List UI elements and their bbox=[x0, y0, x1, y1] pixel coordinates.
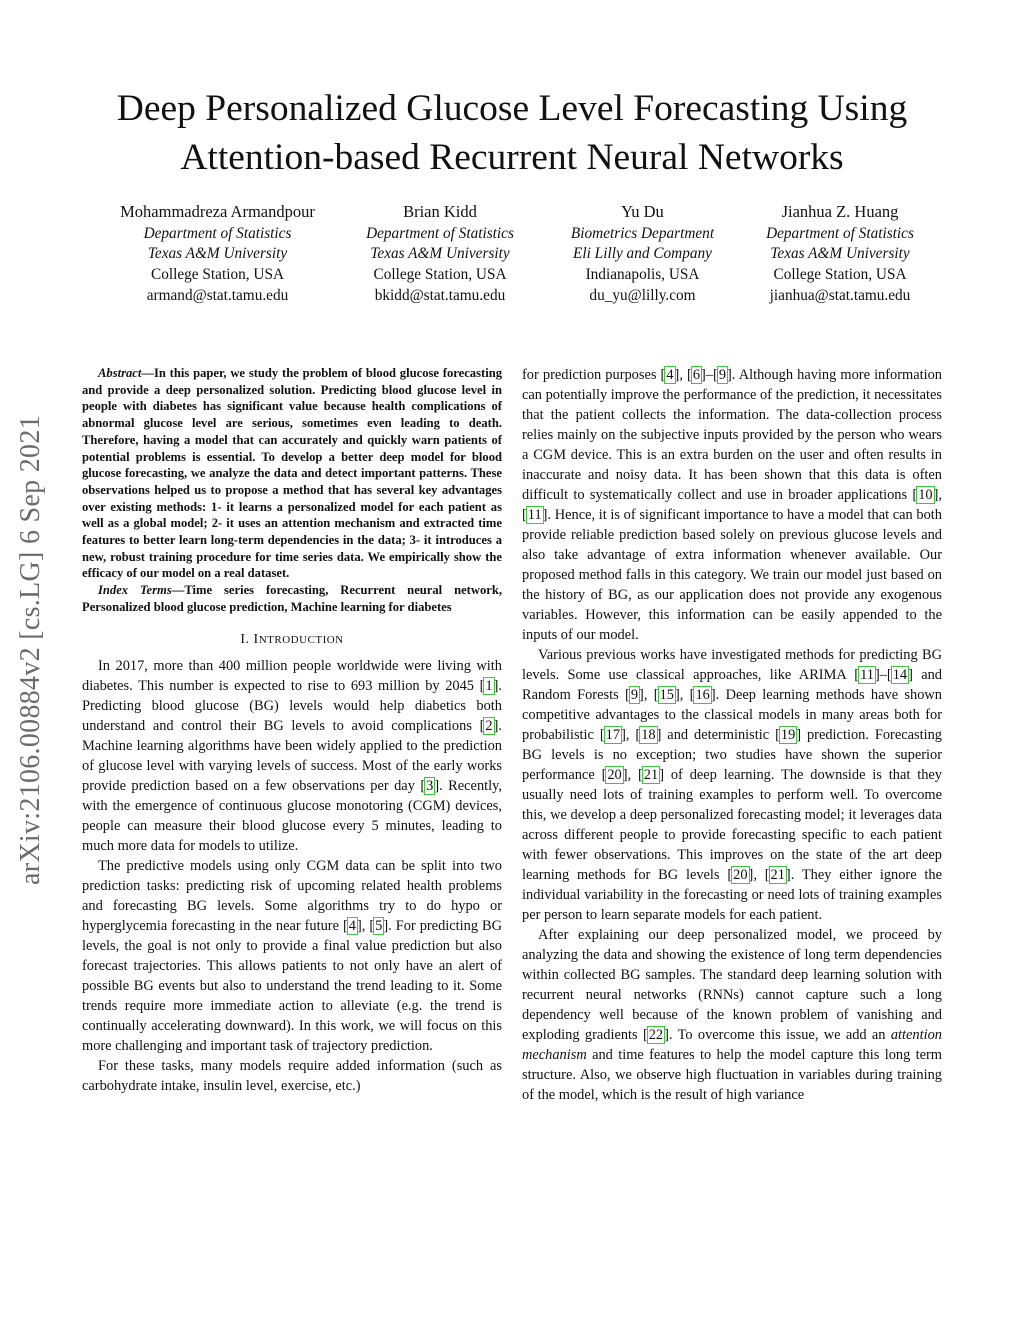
intro-paragraph-1: In 2017, more than 400 million people worldwide were living with diabetes. This number is expected to rise to 693 million by 2045 [1]. Predicting blood glucose (BG) levels would help diabetics both understand and control their BG levels to avoid complications [2]. Machine learning algorithms have been widely applied to the prediction of glucose level with varying levels of success. Most of the early works provide prediction based on a few observations per day [3]. Recently, with the emergence of continuous glucose monotoring (CGM) devices, people can measure their blood glucose every 5 minutes, leading to much more data for models to utilize. bbox=[82, 657, 502, 854]
author-location: College Station, USA bbox=[373, 266, 507, 284]
citation-link[interactable]: 18 bbox=[641, 727, 656, 743]
author-dept: Biometrics Department bbox=[570, 224, 715, 242]
arxiv-identifier bbox=[14, 370, 48, 930]
citation-link[interactable]: 11 bbox=[527, 507, 542, 523]
paper-title bbox=[40, 84, 984, 182]
author-org: Texas A&M University bbox=[770, 245, 910, 263]
citation-link[interactable]: 5 bbox=[375, 917, 383, 934]
intro-paragraph-5: After explaining our deep personalized model, we proceed by analyzing the data and showing the existence of long term dependencies within collected BG samples. The standard deep learning solution with recurrent neural networks (RNNs) cannot capture such a long dependency well because of the known problem of vanishing and exploding gradients [22]. To overcome this issue, we add an attention mechanism and time features to help the model capture this long term structure. Also, we observe high fluctuation in variables during training of the model, which is the result of high variance bbox=[522, 927, 942, 1103]
author-org: Eli Lilly and Company bbox=[573, 245, 712, 263]
author-dept: Department of Statistics bbox=[366, 224, 514, 242]
intro-paragraph-2: The predictive models using only CGM data can be split into two prediction tasks: predicting risk of upcoming related health problems and forecasting BG levels. Some algorithms try to do hypo or hyperglycemia forecasting in the near future [4], [5]. For predicting BG levels, the goal is not only to provide a final value prediction but also forecast trajectories. This allows patients to not only have an alert of possible BG events but also to understand the trend leading to it. Some trends require more immediate action to alleviate (e.g. the trend is continually accelerating downward). In this work, we will focus on this more challenging and important task of trajectory prediction. bbox=[82, 857, 503, 1054]
intro-paragraph-3-cont: for prediction purposes [4], [6]–[9]. Although having more information can potentially improve the performance of the prediction, it necessitates that the patient collects the information. The data-collection process relies mainly on the subjective inputs provided by the person who wears a CGM device. This is an extra burden on the user and often results in inaccurate and noisy data. It has been shown that this data is often difficult to systematically collect and use in broader applications [10], [11]. Hence, it is of significant importance to have a model that can both provide reliable prediction based solely on previous glucose levels and also take advantage of extra information whenever available. Our proposed method falls in this category. We train our model just based on the history of BG, as our application does not provide any exogenous variables. However, this information can be easily appended to the inputs of our model. bbox=[522, 367, 943, 643]
left-column bbox=[82, 365, 502, 1096]
author-2 bbox=[335, 202, 545, 307]
intro-paragraph-3: For these tasks, many models require added information (such as carbohydrate intake, insulin level, exercise, etc.) bbox=[82, 1057, 502, 1094]
citation-link[interactable]: 4 bbox=[348, 917, 356, 934]
author-location: College Station, USA bbox=[773, 266, 907, 284]
abstract bbox=[82, 365, 502, 582]
right-column bbox=[522, 365, 942, 1105]
author-email[interactable]: du_yu@lilly.com bbox=[589, 286, 696, 304]
author-4 bbox=[740, 202, 940, 307]
citation-link[interactable]: 16 bbox=[695, 687, 710, 703]
citation-link[interactable]: 9 bbox=[718, 367, 727, 383]
author-dept: Department of Statistics bbox=[766, 224, 914, 242]
section-heading-introduction: I. INTRODUCTION bbox=[240, 631, 344, 647]
abstract-text: —In this paper, we study the problem of blood glucose forecasting and provide a deep personalized solution. Predicting blood glucose level in people with diabetes has significant value because health complications of abnormal glucose level are serious, sometimes even leading to death. Therefore, having a model that can accurately and quickly warn patients of potential problems is essential. To develop a better deep model for blood glucose forecasting, we analyze the data and detect important patterns. These observations helped us to propose a method that has several key advantages over existing methods: 1- it learns a personalized model for each patient as well as a global model; 2- it uses an attention mechanism and extracted time features to better learn long-term dependencies in the data; 3- it introduces a new, robust training procedure for time series data. We empirically show the efficacy of our model on a real dataset. bbox=[82, 366, 502, 581]
author-3 bbox=[545, 202, 740, 307]
author-name: Mohammadreza Armandpour bbox=[120, 202, 315, 221]
citation-link[interactable]: 21 bbox=[770, 867, 785, 883]
citation-link[interactable]: 20 bbox=[733, 867, 748, 883]
author-name: Brian Kidd bbox=[403, 202, 477, 221]
citation-link[interactable]: 11 bbox=[860, 667, 874, 683]
citation-link[interactable]: 3 bbox=[426, 777, 434, 794]
author-name: Jianhua Z. Huang bbox=[781, 202, 899, 221]
title-line-1: Deep Personalized Glucose Level Forecasting Using bbox=[116, 88, 908, 129]
author-email[interactable]: armand@stat.tamu.edu bbox=[146, 286, 289, 304]
abstract-label: Abstract bbox=[98, 366, 142, 380]
author-block bbox=[100, 202, 940, 307]
author-org: Texas A&M University bbox=[370, 245, 510, 263]
index-terms-text: —Time series forecasting, Recurrent neural network, Personalized blood glucose prediction, Machine learning for diabetes bbox=[82, 583, 503, 614]
author-name: Yu Du bbox=[621, 202, 664, 221]
citation-link[interactable]: 2 bbox=[485, 717, 493, 734]
citation-link[interactable]: 22 bbox=[648, 1027, 664, 1043]
citation-link[interactable]: 14 bbox=[892, 667, 908, 683]
citation-link[interactable]: 9 bbox=[630, 687, 639, 703]
arxiv-id-text: arXiv:2106.00884v2 [cs.LG] 6 Sep 2021 bbox=[15, 415, 46, 885]
author-email[interactable]: bkidd@stat.tamu.edu bbox=[374, 286, 506, 304]
index-terms-label: Index Terms bbox=[98, 583, 172, 598]
citation-link[interactable]: 21 bbox=[643, 767, 659, 783]
intro-paragraph-4: Various previous works have investigated methods for predicting BG levels. Some use classical approaches, like ARIMA [11]–[14] and Random Forests [9], [15], [16]. Deep learning methods have shown competitive advantages to the classical models in many areas both for probabilistic [17], [18] and deterministic [19] prediction. Forecasting BG levels is no exception; two studies have shown the superior performance [20], [21] of deep learning. The downside is that they usually need lots of training examples to perform well. To overcome this, we develop a deep personalized forecasting model; it leverages data across different people to provide forecasting specific to each patient with fewer observations. This improves on the state of the art deep learning methods for BG levels [20], [21]. They either ignore the individual variability in the forecasting or need lots of training examples per person to learn separate models for each patient. bbox=[522, 647, 942, 923]
citation-link[interactable]: 19 bbox=[780, 727, 796, 743]
author-email[interactable]: jianhua@stat.tamu.edu bbox=[769, 286, 911, 304]
author-1 bbox=[100, 202, 335, 307]
citation-link[interactable]: 15 bbox=[659, 687, 674, 703]
citation-link[interactable]: 10 bbox=[918, 487, 933, 503]
index-terms bbox=[82, 582, 502, 615]
citation-link[interactable]: 4 bbox=[666, 367, 674, 383]
citation-link[interactable]: 17 bbox=[605, 727, 621, 743]
author-dept: Department of Statistics bbox=[143, 224, 292, 242]
citation-link[interactable]: 1 bbox=[485, 677, 493, 694]
emphasis-attention-mechanism: attention mechanism bbox=[522, 1027, 942, 1063]
citation-link[interactable]: 20 bbox=[607, 767, 622, 783]
author-location: College Station, USA bbox=[151, 266, 284, 284]
citation-link[interactable]: 6 bbox=[692, 367, 701, 383]
author-org: Texas A&M University bbox=[147, 245, 288, 263]
author-location: Indianapolis, USA bbox=[585, 266, 700, 284]
title-line-2: Attention-based Recurrent Neural Networks bbox=[180, 137, 844, 178]
